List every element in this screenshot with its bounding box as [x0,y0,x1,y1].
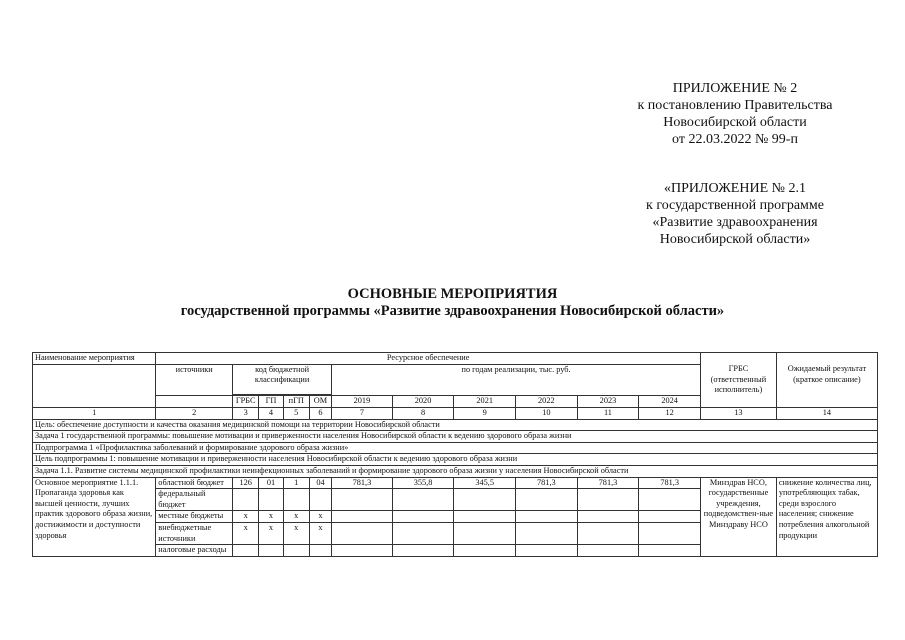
appendix-header-2 [600,180,870,248]
code-cell [283,545,309,557]
value-cell [454,511,516,523]
value-cell [639,511,701,523]
header-by-years: по годам реализации, тыс. руб. [332,364,701,396]
value-cell [332,545,393,557]
header-expected-cont [776,396,877,408]
appendix1-line2: к постановлению Правительства [637,98,833,113]
code-cell: 1 [283,477,309,489]
code-cell: 04 [309,477,331,489]
code-cell: 01 [259,477,283,489]
appendix2-line4: Новосибирской области» [659,232,811,247]
header-year: 2019 [332,396,393,408]
code-cell: x [259,522,283,544]
document-title: ОСНОВНЫЕ МЕРОПРИЯТИЯ [347,286,558,302]
header-year: 2022 [516,396,578,408]
value-cell [577,489,639,511]
column-number: 10 [516,407,578,419]
column-number: 13 [701,407,777,419]
subprogram-row [33,442,878,454]
appendix1-line1: ПРИЛОЖЕНИЕ № 2 [672,81,798,96]
appendix1-line4: от 22.03.2022 № 99-п [672,132,798,147]
appendix-header-1 [600,80,870,148]
value-cell: 781,3 [516,477,578,489]
source-cell: налоговые расходы [156,545,233,557]
header-year: 2023 [577,396,639,408]
column-number: 11 [577,407,639,419]
value-cell [639,489,701,511]
goal-text: Цель: обеспечение доступности и качества оказания медицинской помощи на территории Новосибирской области [33,419,878,431]
column-number: 6 [309,407,331,419]
appendix2-line1: «ПРИЛОЖЕНИЕ № 2.1 [664,181,806,196]
code-cell [259,545,283,557]
events-table [32,352,878,557]
value-cell [392,545,454,557]
header-name: Наименование мероприятия [33,353,156,365]
header-row-1 [33,353,878,365]
event-name: Основное мероприятие 1.1.1. Пропаганда здоровья как высшей ценности, лучших практик здорового образа жизни, достижимости и доступности здоровья [33,477,156,556]
appendix2-line3: «Развитие здравоохранения [652,215,818,230]
value-cell [516,511,578,523]
value-cell [332,489,393,511]
header-year: 2024 [639,396,701,408]
code-cell [259,489,283,511]
source-cell: областной бюджет [156,477,233,489]
header-name-cont2 [33,396,156,408]
code-cell [233,545,259,557]
header-expected-1 [776,353,877,365]
source-cell: федеральный бюджет [156,489,233,511]
subtask-row [33,465,878,477]
code-cell [309,545,331,557]
value-cell [577,545,639,557]
value-cell: 781,3 [639,477,701,489]
header-grbs-1 [701,353,777,365]
source-cell: местные бюджеты [156,511,233,523]
column-number: 2 [156,407,233,419]
value-cell [392,522,454,544]
code-cell [283,489,309,511]
subgoal-text: Цель подпрограммы 1: повышение мотивации и приверженности населения Новосибирской области к ведению здорового образа жизни [33,454,878,466]
column-number: 7 [332,407,393,419]
value-cell [516,545,578,557]
header-budget-code: код бюджетной классификации [233,364,332,395]
column-number-row [33,407,878,419]
value-cell [454,489,516,511]
header-grbs-cont [701,396,777,408]
expected-result-cell: снижение количества лиц, употребляющих табак, среди взрослого населения; снижение потребления алкогольной продукции [776,477,877,556]
header-row-2 [33,364,878,395]
subgoal-row [33,454,878,466]
value-cell [639,545,701,557]
appendix1-line3: Новосибирской области [663,115,807,130]
column-number: 8 [392,407,454,419]
task-row [33,431,878,443]
header-code-gp: ГП [259,396,283,408]
task1-text: Задача 1 государственной программы: повышение мотивации и приверженности населения Новосибирской области к ведению здорового образа жизни [33,431,878,443]
value-cell [454,522,516,544]
header-sources-cont [156,396,233,408]
grbs-cell: Минздрав НСО, государственные учреждения, подведомствен-ные Минздраву НСО [701,477,777,556]
value-cell [639,522,701,544]
value-cell [392,511,454,523]
header-sources: источники [156,364,233,396]
code-cell: x [309,522,331,544]
value-cell: 345,5 [454,477,516,489]
column-number: 1 [33,407,156,419]
document-subtitle: государственной программы «Развитие здравоохранения Новосибирской области» [180,303,725,319]
header-expected: Ожидаемый результат (краткое описание) [776,364,877,396]
header-row-3 [33,396,878,408]
code-cell [309,489,331,511]
column-number: 14 [776,407,877,419]
value-cell [577,522,639,544]
value-cell [516,489,578,511]
value-cell [392,489,454,511]
appendix2-line2: к государственной программе [646,198,824,213]
value-cell [516,522,578,544]
code-cell [233,489,259,511]
header-year: 2021 [454,396,516,408]
value-cell [332,522,393,544]
code-cell: 126 [233,477,259,489]
code-cell: x [309,511,331,523]
value-cell [454,545,516,557]
header-resources: Ресурсное обеспечение [156,353,701,365]
value-cell [332,511,393,523]
code-cell: x [259,511,283,523]
code-cell: x [283,511,309,523]
source-cell: внебюджетные источники [156,522,233,544]
header-code-grbs: ГРБС [233,396,259,408]
value-cell: 355,8 [392,477,454,489]
header-code-pgp: пГП [283,396,309,408]
header-name-cont [33,364,156,396]
value-cell: 781,3 [332,477,393,489]
code-cell: x [233,522,259,544]
header-grbs: ГРБС (ответственный исполнитель) [701,364,777,396]
code-cell: x [233,511,259,523]
header-code-om: ОМ [309,396,331,408]
task11-text: Задача 1.1. Развитие системы медицинской профилактики неинфекционных заболеваний и формирование здорового образа жизни у населения Новосибирской области [33,465,878,477]
column-number: 4 [259,407,283,419]
table-row [33,477,878,489]
column-number: 12 [639,407,701,419]
column-number: 5 [283,407,309,419]
subprogram-text: Подпрограмма 1 «Профилактика заболеваний и формирование здорового образа жизни» [33,442,878,454]
header-year: 2020 [392,396,454,408]
value-cell: 781,3 [577,477,639,489]
goal-row [33,419,878,431]
column-number: 3 [233,407,259,419]
value-cell [577,511,639,523]
column-number: 9 [454,407,516,419]
code-cell: x [283,522,309,544]
